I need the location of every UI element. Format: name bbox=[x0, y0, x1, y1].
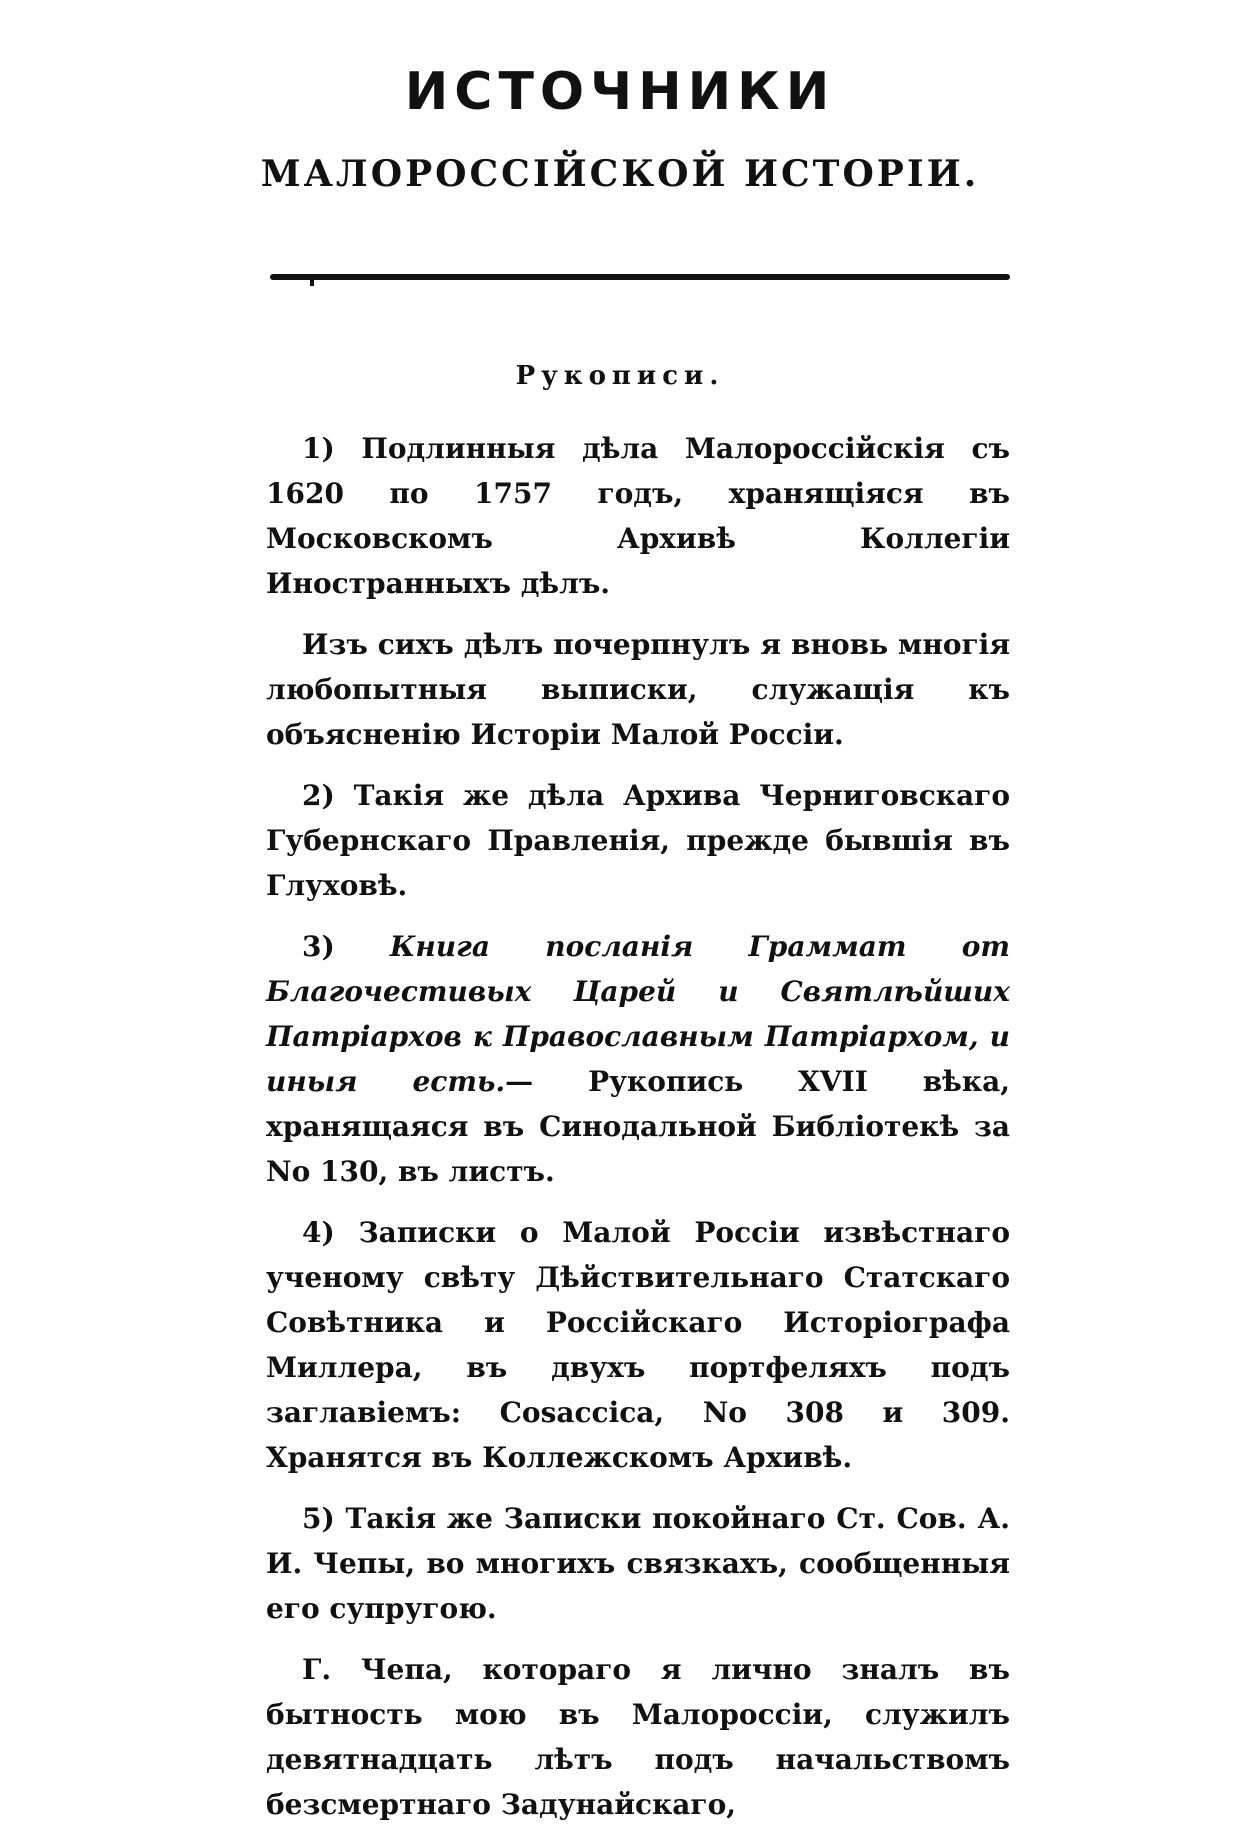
paragraph-5: 4) Записки о Малой Россіи извѣстнаго ученому свѣту Дѣйствительнаго Статскаго Совѣтника и Россійскаго Исторіографа Миллера, въ двухъ портфеляхъ подъ заглавіемъ: Cosaccica, No 308 и 309. Хранятся въ Коллежскомъ Архивѣ. bbox=[266, 1216, 1010, 1474]
paragraph-7: Г. Чепа, котораго я лично зналъ въ бытность мою въ Малороссіи, служилъ девятнадцать лѣтъ подъ начальствомъ безсмертнаго Задунайскаго, bbox=[266, 1653, 1010, 1821]
body-text bbox=[266, 426, 1010, 1843]
paragraph-4 bbox=[266, 924, 1010, 1194]
decorative-rule bbox=[270, 274, 1010, 280]
paragraph-1: 1) Подлинныя дѣла Малороссійскія съ 1620 по 1757 годъ, хранящіяся въ Московскомъ Архивѣ Коллегіи Иностранныхъ дѣлъ. bbox=[266, 432, 1010, 600]
paragraph-6: 5) Такія же Записки покойнаго Ст. Сов. А. И. Чепы, во многихъ связкахъ, сообщенныя его супругою. bbox=[266, 1502, 1010, 1625]
section-heading: Рукописи. bbox=[515, 361, 725, 391]
paragraph-4-suffix: — Рукопись XVII вѣка, хранящаяся въ Синодальной Библіотекѣ за No 130, въ листъ. bbox=[266, 1065, 1010, 1188]
paragraph-4-prefix: 3) bbox=[302, 930, 390, 963]
paragraph-2: Изъ сихъ дѣлъ почерпнулъ я вновь многія любопытныя выписки, служащія къ объясненію Исторіи Малой Россіи. bbox=[266, 628, 1010, 751]
paragraph-4-italic-title: Книга посланія Граммат от Благочестивых Царей и Святлѣйших Патріархов к Православным Патріархом, и иныя есть. bbox=[266, 930, 1011, 1098]
paragraph-3: 2) Такія же дѣла Архива Черниговскаго Губернскаго Правленія, прежде бывшія въ Глуховѣ. bbox=[266, 779, 1010, 902]
page-subtitle: МАЛОРОССІЙСКОЙ ИСТОРІИ. bbox=[260, 153, 980, 195]
page-title: ИСТОЧНИКИ bbox=[404, 62, 836, 122]
